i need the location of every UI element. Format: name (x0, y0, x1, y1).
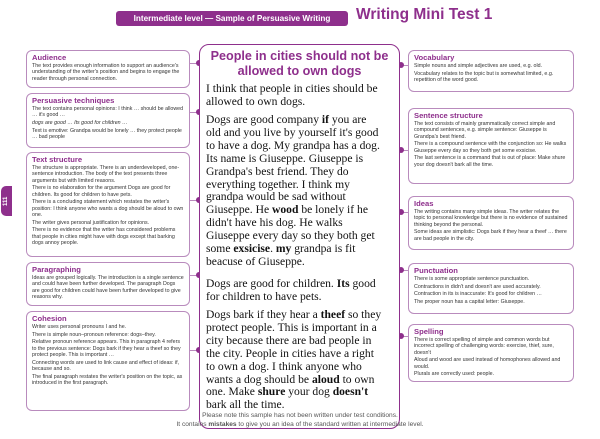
essay-line: grandpa would be sad without (206, 190, 346, 204)
panel-title: Ideas (414, 199, 434, 208)
essay-line: Grandpa's best friend. They do (206, 164, 349, 178)
text-structure-panel (26, 152, 190, 257)
essay-line: city because there are bad people in (206, 333, 372, 347)
essay-line: didn't have his dog. He walks (206, 216, 343, 230)
sentence-structure-panel (408, 108, 574, 184)
panel-text: Simple nouns and simple adjectives are used, e.g. old. (414, 63, 543, 69)
essay-line: some exsicise. my grandpa is fit (206, 242, 356, 256)
essay-line: everything together. I think my (206, 177, 350, 191)
essay-line: for children to have pets. (206, 289, 322, 303)
panel-title: Cohesion (32, 314, 67, 323)
footer-emphasis: mistakes (208, 420, 237, 428)
panel-title: Sentence structure (414, 111, 483, 120)
essay-line: old and you live by yourself it's good (206, 125, 379, 139)
essay-line: Dogs bark if they hear a theef so they (206, 308, 382, 321)
panel-text: Connecting words are used to link cause and effect of ideas: if, because and so. (32, 359, 180, 372)
audience-panel (26, 50, 190, 88)
level-banner: Intermediate level — Sample of Persuasive Writing (116, 11, 348, 26)
panel-title: Spelling (414, 327, 444, 336)
footer-text: It contains (176, 420, 209, 428)
panel-text: dogs are good … Its good for children … (32, 120, 128, 126)
panel-title: Punctuation (414, 266, 458, 275)
panel-text: The text contains personal opinions: I think … should be allowed … it's good … (32, 106, 184, 119)
punctuation-panel (408, 263, 574, 314)
panel-text: There is correct spelling of simple and common words but incorrect spelling of challenging words: exercise, thief, sure, doesn't (414, 337, 554, 356)
essay-line: to own a dog. I think anyone who (206, 359, 362, 373)
footer-note (120, 412, 480, 429)
essay-line: one. Make shure your dog doesn't (206, 385, 369, 399)
essay-paragraph-1: I think that people in cities should be allowed to own dogs. (206, 82, 378, 108)
essay-line: Its name is Giuseppe. Giuseppe is (206, 151, 364, 165)
essay-line: Giuseppe every day so they both get (206, 229, 375, 243)
persuasive-techniques-panel (26, 93, 190, 148)
panel-text: Writer uses personal pronouns I and he. (32, 324, 127, 330)
panel-text: Contraction in its is inaccurate: It's good for children … (414, 291, 542, 298)
vocabulary-panel (408, 50, 574, 92)
spelling-panel (408, 324, 574, 382)
panel-text: Vocabulary relates to the topic but is somewhat limited, e.g. repetition of the word good. (414, 70, 554, 83)
essay-line: beacuse of Giuseppe. (206, 254, 305, 268)
panel-text: Ideas are grouped logically. The introduction is a single sentence and could have been further developed. The paragraph Dogs are good for children could have been further developed to give reasons why. (32, 275, 184, 301)
essay-line: protect people. This is important in a (206, 320, 377, 334)
essay-line: the city. People in cities have a right (206, 346, 374, 360)
essay-panel (199, 44, 400, 429)
panel-text: Plurals are correctly used: people. (414, 371, 495, 378)
essay-line: to have a dog. My grandpa has a dog. (206, 138, 380, 152)
essay-line: bark all the time. (206, 398, 285, 412)
essay-paragraph-4 (206, 309, 398, 412)
panel-text: There is no evidence that the writer has considered problems that people in cities might have with dogs except that barking dogs annoy people. (32, 227, 176, 247)
panel-text: There is a compound sentence with the conjunction so: He walks Giuseppe every day so they both get some exsicise. (414, 141, 567, 154)
essay-line: Giuseppe. He wood be lonely if he (206, 203, 368, 217)
panel-text: The final paragraph restates the writer's position on the topic, as introduced in the first paragraph. (32, 373, 183, 386)
panel-text: Relative pronoun reference appears. This in paragraph 4 refers to the previous sentence: Dogs bark if they hear a theef so they protect people. This is important … (32, 339, 181, 358)
panel-text: Contractions in didn't and doesn't are used accurately. (414, 283, 541, 290)
panel-text: There is a concluding statement which restates the writer's position: I think anyone who wants a dog should be aloud to own one. (32, 199, 184, 219)
footer-line-1: Please note this sample has not been written under test conditions. (202, 412, 398, 419)
panel-title: Audience (32, 53, 67, 62)
paragraphing-panel (26, 262, 190, 306)
panel-text: Text is emotive: Grandpa would be lonely … they protect people … bad people (32, 127, 182, 140)
panel-text: The last sentence is a command that is out of place: Make shure your dog doesn't bark all the time. (414, 155, 566, 168)
panel-text: The writer gives personal justification for opinions. (32, 219, 150, 226)
footer-text: to give you an idea of the standard written at intermediate level. (236, 420, 424, 428)
page-tab: 111 (1, 186, 12, 216)
panel-text: Aloud and wood are used instead of homophones allowed and would. (414, 357, 561, 370)
panel-text: The text provides enough information to support an audience's understanding of the writer's position and begins to engage the reader through personal connection. (32, 63, 180, 82)
essay-paragraph-3 (206, 278, 398, 304)
panel-text: The text consists of mainly grammatically correct simple and compound sentences, e.g. simple sentence: Giuseppe is Grandpa's best friend. (414, 121, 556, 140)
essay-paragraph-2 (206, 114, 398, 269)
panel-text: The writing contains many simple ideas. The writer relates the topic to personal knowledge but there is no evidence of sustained thinking beyond the personal. (414, 209, 568, 228)
essay-line: wants a dog should be aloud to own (206, 372, 375, 386)
panel-text: There is no elaboration for the argument Dogs are good for children. Its good for children to have pets. (32, 185, 171, 198)
ideas-panel (408, 196, 574, 250)
page-title: Writing Mini Test 1 (356, 6, 493, 23)
footer-line-2 (120, 421, 480, 430)
panel-text: There is simple noun–pronoun reference: dogs–they. (32, 331, 156, 338)
cohesion-panel (26, 311, 190, 411)
panel-text: The structure is appropriate. There is an underdeveloped, one-sentence introduction. The body of the text presents three arguments but with limited reasons. (32, 165, 180, 184)
essay-line: Dogs are good for children. Its good (206, 277, 376, 290)
panel-title: Persuasive techniques (32, 96, 115, 105)
panel-title: Vocabulary (414, 53, 455, 62)
panel-title: Text structure (32, 155, 83, 164)
panel-text: There is some appropriate sentence punctuation. (414, 276, 530, 282)
essay-line: Dogs are good company if you are (206, 113, 367, 126)
essay-title: People in cities should not be allowed to own dogs (210, 49, 389, 78)
panel-title: Paragraphing (32, 265, 81, 274)
panel-text: Some ideas are simplistic: Dogs bark if they hear a theef … there are bad people in the city. (414, 229, 567, 242)
panel-text: The proper noun has a capital letter: Giuseppe. (414, 298, 525, 305)
